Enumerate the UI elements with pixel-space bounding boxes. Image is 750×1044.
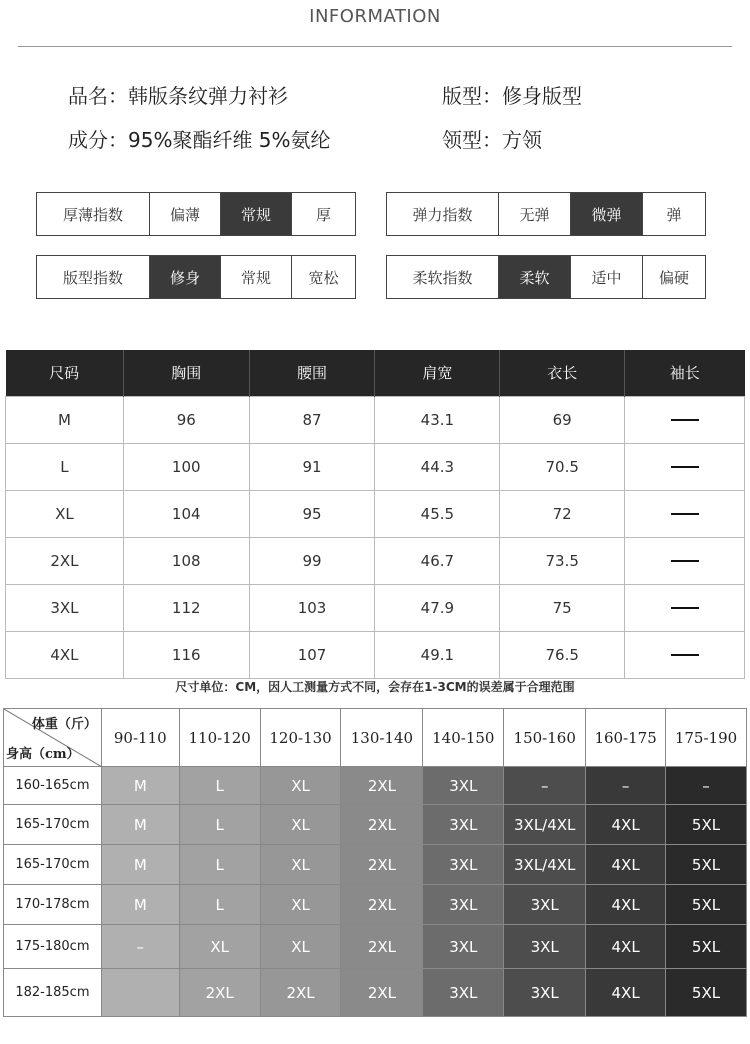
col-header: 尺码	[6, 350, 124, 396]
shoulder-cell: 46.7	[375, 537, 500, 584]
dash-mark	[671, 654, 699, 656]
weight-header: 90-110	[101, 709, 179, 767]
elasticity-option-selected: 微弹	[571, 193, 643, 235]
measurement-note: 尺寸单位：CM，因人工测量方式不同，会存在1-3CM的误差属于合理范围	[175, 680, 575, 694]
col-header: 袖长	[625, 350, 745, 396]
size-cell: 5XL	[666, 845, 747, 885]
elasticity-option: 无弹	[499, 193, 571, 235]
thickness-index-label: 厚薄指数	[37, 193, 150, 235]
corner-header	[4, 709, 102, 767]
size-cell: 4XL	[586, 969, 666, 1017]
size-cell: 4XL	[586, 885, 666, 925]
size-cell: 3XL	[423, 767, 504, 805]
size-cell: 3XL	[423, 885, 504, 925]
chest-cell: 112	[123, 584, 249, 631]
size-cell: XL	[179, 925, 260, 969]
size-cell: 3XL	[504, 885, 586, 925]
table-row	[6, 490, 745, 537]
col-header: 胸围	[123, 350, 249, 396]
weight-header: 110-120	[179, 709, 260, 767]
waist-cell: 99	[249, 537, 375, 584]
weight-header: 120-130	[260, 709, 341, 767]
size-cell: XL	[6, 490, 124, 537]
fit-option-selected: 修身	[150, 256, 221, 298]
size-cell: L	[179, 805, 260, 845]
size-cell: M	[101, 805, 179, 845]
info-product-name: 品名：韩版条纹弹力衬衫	[68, 84, 288, 108]
fit-option: 常规	[221, 256, 292, 298]
size-cell: L	[179, 767, 260, 805]
fit-index	[36, 255, 356, 299]
sleeve-cell	[625, 537, 745, 584]
table-row	[6, 537, 745, 584]
weight-header: 130-140	[341, 709, 423, 767]
waist-cell: 107	[249, 631, 375, 678]
table-row	[4, 805, 747, 845]
fit-index-label: 版型指数	[37, 256, 150, 298]
dash-mark	[671, 419, 699, 421]
size-cell: 5XL	[666, 925, 747, 969]
height-label: 160-165cm	[4, 767, 102, 805]
sleeve-cell	[625, 443, 745, 490]
height-label: 165-170cm	[4, 805, 102, 845]
sleeve-cell	[625, 584, 745, 631]
col-header: 腰围	[249, 350, 375, 396]
shoulder-cell: 45.5	[375, 490, 500, 537]
size-cell: 3XL	[423, 969, 504, 1017]
length-cell: 73.5	[500, 537, 625, 584]
table-row	[4, 767, 747, 805]
size-cell: L	[6, 443, 124, 490]
size-cell: 2XL	[341, 805, 423, 845]
size-cell: 2XL	[341, 925, 423, 969]
size-cell: M	[101, 845, 179, 885]
length-cell: 72	[500, 490, 625, 537]
height-label: 182-185cm	[4, 969, 102, 1017]
size-cell: 2XL	[341, 885, 423, 925]
softness-option: 适中	[571, 256, 643, 298]
length-cell: 69	[500, 396, 625, 443]
weight-axis-label: 体重（斤）	[31, 717, 97, 732]
table-row	[4, 925, 747, 969]
size-cell: 4XL	[586, 845, 666, 885]
dash-mark	[671, 607, 699, 609]
dash-mark	[671, 560, 699, 562]
size-cell: XL	[260, 925, 341, 969]
length-cell: 76.5	[500, 631, 625, 678]
waist-cell: 87	[249, 396, 375, 443]
size-cell: 3XL	[423, 925, 504, 969]
table-row	[6, 631, 745, 678]
size-cell: 4XL	[586, 805, 666, 845]
weight-header: 175-190	[666, 709, 747, 767]
table-row	[4, 969, 747, 1017]
shoulder-cell: 43.1	[375, 396, 500, 443]
elasticity-index	[386, 192, 706, 236]
size-table-header	[6, 350, 745, 396]
thickness-option: 厚	[315, 205, 331, 224]
fit-option: 宽松	[308, 268, 339, 287]
size-cell: 3XL	[423, 845, 504, 885]
size-cell: 3XL	[504, 969, 586, 1017]
table-row	[6, 443, 745, 490]
size-cell: 2XL	[341, 969, 423, 1017]
size-cell: –	[101, 925, 179, 969]
dash-mark	[671, 466, 699, 468]
shoulder-cell: 47.9	[375, 584, 500, 631]
page-header: INFORMATION	[309, 6, 441, 27]
softness-option: 偏硬	[658, 268, 689, 287]
chest-cell: 96	[123, 396, 249, 443]
thickness-option-selected: 常规	[221, 193, 292, 235]
length-cell: 70.5	[500, 443, 625, 490]
size-cell: 2XL	[341, 767, 423, 805]
size-cell: 2XL	[179, 969, 260, 1017]
chest-cell: 104	[123, 490, 249, 537]
size-cell	[101, 969, 179, 1017]
size-cell: –	[504, 767, 586, 805]
thickness-option: 偏薄	[150, 193, 221, 235]
size-cell: –	[586, 767, 666, 805]
chest-cell: 116	[123, 631, 249, 678]
weight-header: 140-150	[423, 709, 504, 767]
height-label: 175-180cm	[4, 925, 102, 969]
size-cell: XL	[260, 805, 341, 845]
chest-cell: 108	[123, 537, 249, 584]
size-table	[5, 350, 745, 679]
waist-cell: 103	[249, 584, 375, 631]
size-cell: 3XL/4XL	[504, 805, 586, 845]
table-row	[4, 885, 747, 925]
shoulder-cell: 44.3	[375, 443, 500, 490]
size-cell: M	[101, 885, 179, 925]
size-cell: XL	[260, 767, 341, 805]
table-row	[6, 396, 745, 443]
size-cell: 5XL	[666, 805, 747, 845]
height-label: 170-178cm	[4, 885, 102, 925]
elasticity-option: 弹	[666, 205, 682, 224]
weight-header: 150-160	[504, 709, 586, 767]
size-cell: M	[101, 767, 179, 805]
col-header: 肩宽	[375, 350, 500, 396]
sleeve-cell	[625, 490, 745, 537]
size-cell: 2XL	[341, 845, 423, 885]
size-cell: 3XL	[6, 584, 124, 631]
info-fit: 版型：修身版型	[442, 84, 582, 108]
size-cell: 4XL	[586, 925, 666, 969]
size-cell: XL	[260, 885, 341, 925]
size-cell: 2XL	[6, 537, 124, 584]
thickness-index	[36, 192, 356, 236]
elasticity-index-label: 弹力指数	[387, 193, 499, 235]
size-cell: 5XL	[666, 885, 747, 925]
size-cell: –	[666, 767, 747, 805]
size-cell: 3XL	[423, 805, 504, 845]
softness-index-label: 柔软指数	[387, 256, 499, 298]
info-material: 成分：95%聚酯纤维 5%氨纶	[68, 128, 331, 152]
height-axis-label: 身高（cm）	[6, 747, 80, 762]
waist-cell: 91	[249, 443, 375, 490]
header-divider	[18, 46, 732, 47]
size-cell: XL	[260, 845, 341, 885]
chest-cell: 100	[123, 443, 249, 490]
softness-index	[386, 255, 706, 299]
size-cell: L	[179, 885, 260, 925]
sleeve-cell	[625, 631, 745, 678]
dash-mark	[671, 513, 699, 515]
size-cell: 4XL	[6, 631, 124, 678]
weight-header-row	[4, 709, 747, 767]
col-header: 衣长	[500, 350, 625, 396]
table-row	[6, 584, 745, 631]
size-cell: M	[6, 396, 124, 443]
weight-header: 160-175	[586, 709, 666, 767]
table-row	[4, 845, 747, 885]
softness-option-selected: 柔软	[499, 256, 571, 298]
size-cell: 5XL	[666, 969, 747, 1017]
size-cell: 2XL	[260, 969, 341, 1017]
shoulder-cell: 49.1	[375, 631, 500, 678]
info-collar: 领型：方领	[442, 128, 542, 152]
size-cell: L	[179, 845, 260, 885]
size-recommendation-table	[3, 708, 747, 1017]
height-label: 165-170cm	[4, 845, 102, 885]
sleeve-cell	[625, 396, 745, 443]
size-cell: 3XL/4XL	[504, 845, 586, 885]
length-cell: 75	[500, 584, 625, 631]
size-cell: 3XL	[504, 925, 586, 969]
waist-cell: 95	[249, 490, 375, 537]
